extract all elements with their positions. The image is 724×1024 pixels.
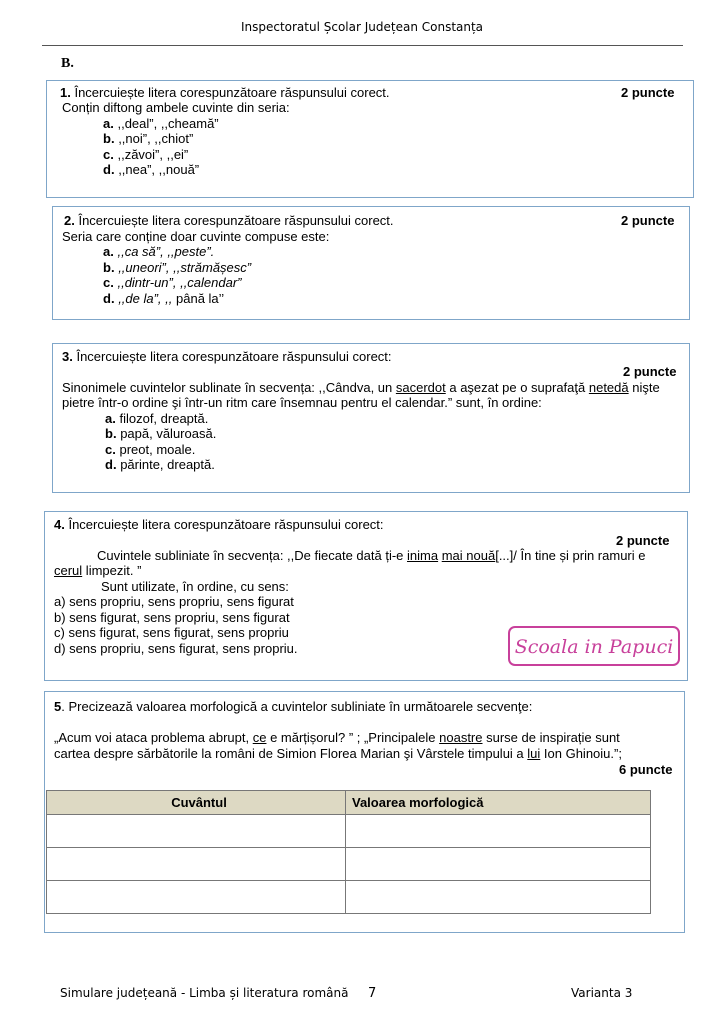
question-4-text-line-3: Sunt utilizate, în ordine, cu sens: [101,579,289,594]
option-b[interactable]: b. papă, văluroasă. [105,426,217,441]
table-row [47,815,651,848]
option-d[interactable]: d. ,,de la”, ,, până la’’ [103,291,225,306]
question-4-points: 2 puncte [616,533,670,548]
header-divider [42,45,683,46]
watermark-logo: Scoala in Papuci [508,626,680,666]
option-a[interactable]: a. ,,ca să”, ,,peste”. [103,244,215,259]
option-d[interactable]: d. ,,nea”, ,,nouă” [103,162,200,177]
answer-cell[interactable] [47,815,346,848]
option-d[interactable]: d. părinte, dreaptă. [105,457,215,472]
option-d[interactable]: d) sens propriu, sens figurat, sens propriu. [54,641,298,656]
option-c[interactable]: c. preot, moale. [105,442,196,457]
question-5-text-line-2: cartea despre sărbătorile la români de Simion Florea Marian şi Vârstele timpului a lui Ion Ghinoiu.”; [54,746,622,761]
question-4-text-line-2: cerul limpezit. ” [54,563,142,578]
question-4-text-line-1: Cuvintele subliniate în secvența: ,,De fiecate dată ți-e inima mai nouă[...]/ În tine și prin ramuri e [97,548,646,563]
question-5-instruction: 5. Precizează valoarea morfologică a cuvintelor subliniate în următoarele secvenţe: [54,699,533,714]
answer-cell[interactable] [346,881,651,914]
option-b[interactable]: b) sens figurat, sens propriu, sens figurat [54,610,290,625]
page-number: 7 [368,986,377,1001]
question-2-prompt: Seria care conține doar cuvinte compuse este: [62,229,330,244]
option-a[interactable]: a) sens propriu, sens propriu, sens figurat [54,594,294,609]
answer-cell[interactable] [346,848,651,881]
question-1-instruction: 1. Încercuiește litera corespunzătoare răspunsului corect. [60,85,390,100]
option-c[interactable]: c) sens figurat, sens figurat, sens propriu [54,625,289,640]
footer-variant: Varianta 3 [571,986,633,1000]
footer-left: Simulare județeană - Limba și literatura română [60,986,349,1000]
table-row [47,881,651,914]
option-b[interactable]: b. ,,noi”, ,,chiot” [103,131,194,146]
option-b[interactable]: b. ,,uneori”, ,,strămășesc” [103,260,252,275]
option-c[interactable]: c. ,,dintr-un”, ,,calendar” [103,275,242,290]
column-header-word: Cuvântul [47,791,346,815]
question-3-text-line-1: Sinonimele cuvintelor sublinate în secvența: ,,Cândva, un sacerdot a aşezat pe o suprafaţă netedă nişte [62,380,660,395]
question-2-instruction: 2. Încercuiește litera corespunzătoare răspunsului corect. [64,213,394,228]
question-3-instruction: 3. Încercuiește litera corespunzătoare răspunsului corect: [62,349,392,364]
question-1-prompt: Conțin diftong ambele cuvinte din seria: [62,100,290,115]
question-2-points: 2 puncte [621,213,675,228]
option-a[interactable]: a. ,,deal”, ,,cheamă” [103,116,219,131]
table-row [47,848,651,881]
question-5-points: 6 puncte [619,762,673,777]
question-1-points: 2 puncte [621,85,675,100]
answer-cell[interactable] [346,815,651,848]
question-3-text-line-2: pietre într-o ordine şi într-un ritm care însemnau pentru el calendar.” sunt, în ordine: [62,395,542,410]
option-a[interactable]: a. filozof, dreaptă. [105,411,209,426]
question-number: 1. [60,85,71,100]
question-3-points: 2 puncte [623,364,677,379]
question-4-instruction: 4. Încercuiește litera corespunzătoare răspunsului corect: [54,517,384,532]
question-5-text-line-1: „Acum voi ataca problema abrupt, ce e mărțișorul? ” ; „Principalele noastre surse de inspirație sunt [54,730,620,745]
option-c[interactable]: c. ,,zăvoi”, ,,ei” [103,147,189,162]
page-header: Inspectoratul Școlar Județean Constanța [240,20,484,34]
answer-cell[interactable] [47,848,346,881]
morphology-table [46,790,651,914]
column-header-morphological-value: Valoarea morfologică [346,791,651,815]
answer-cell[interactable] [47,881,346,914]
section-label: B. [61,56,74,71]
